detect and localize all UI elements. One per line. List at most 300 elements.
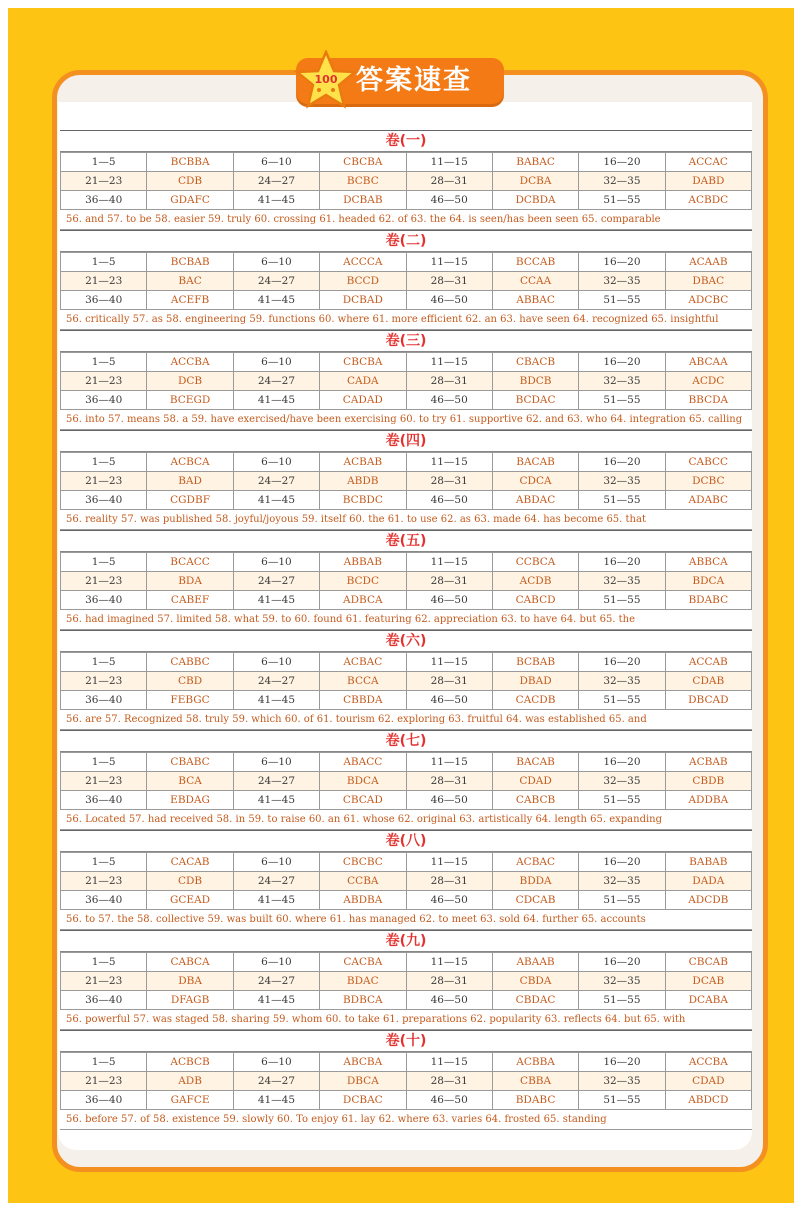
answer-key: BCDAC (492, 391, 578, 410)
answer-table (60, 352, 752, 410)
fill-in-answers: 56. had imagined 57. limited 58. what 59. to 60. found 61. featuring 62. appreciation 63. to have 64. but 65. the (60, 610, 752, 630)
answer-key: BCEGD (147, 391, 233, 410)
answer-key: CDAB (665, 672, 751, 691)
question-range: 11—15 (406, 653, 492, 672)
table-row (61, 653, 752, 672)
answer-key: BACAB (492, 453, 578, 472)
question-range: 21—23 (61, 572, 147, 591)
question-range: 16—20 (579, 453, 665, 472)
question-range: 6—10 (233, 953, 319, 972)
answer-key: ACDB (492, 572, 578, 591)
question-range: 1—5 (61, 553, 147, 572)
answer-key: BACAB (492, 753, 578, 772)
answer-key: DCABA (665, 991, 751, 1010)
answer-key: CBCAB (665, 953, 751, 972)
question-range: 24—27 (233, 672, 319, 691)
answer-key: CACAB (147, 853, 233, 872)
section-title: 卷(二) (60, 230, 752, 252)
answer-key: BDBCA (320, 991, 406, 1010)
answer-key: CBDA (492, 972, 578, 991)
answer-key: BAC (147, 272, 233, 291)
answer-table (60, 152, 752, 210)
answer-key: BCCAB (492, 253, 578, 272)
question-range: 41—45 (233, 1091, 319, 1110)
answer-sheet (60, 130, 752, 1130)
question-range: 21—23 (61, 872, 147, 891)
answer-table (60, 652, 752, 710)
answer-key: ABDAC (492, 491, 578, 510)
answer-key: DBAD (492, 672, 578, 691)
answer-key: ACBBA (492, 1053, 578, 1072)
answer-key: CDCAB (492, 891, 578, 910)
question-range: 51—55 (579, 891, 665, 910)
answer-key: ACBAB (665, 753, 751, 772)
answer-key: CBDB (665, 772, 751, 791)
answer-table (60, 852, 752, 910)
question-range: 32—35 (579, 672, 665, 691)
question-range: 6—10 (233, 653, 319, 672)
fill-in-answers: 56. and 57. to be 58. easier 59. truly 60. crossing 61. headed 62. of 63. the 64. is seen/has been seen 65. comparable (60, 210, 752, 230)
question-range: 11—15 (406, 253, 492, 272)
question-range: 28—31 (406, 572, 492, 591)
question-range: 41—45 (233, 491, 319, 510)
fill-in-answers: 56. Located 57. had received 58. in 59. to raise 60. an 61. whose 62. original 63. artistically 64. length 65. expanding (60, 810, 752, 830)
question-range: 51—55 (579, 591, 665, 610)
answer-table (60, 1052, 752, 1110)
question-range: 6—10 (233, 853, 319, 872)
question-range: 32—35 (579, 172, 665, 191)
answer-key: EBDAG (147, 791, 233, 810)
answer-key: BDCA (320, 772, 406, 791)
table-row (61, 991, 752, 1010)
question-range: 16—20 (579, 1053, 665, 1072)
answer-key: BCBDC (320, 491, 406, 510)
answer-key: ADB (147, 1072, 233, 1091)
star-label: 100 (314, 73, 338, 86)
question-range: 46—50 (406, 291, 492, 310)
question-range: 21—23 (61, 772, 147, 791)
question-range: 51—55 (579, 191, 665, 210)
question-range: 16—20 (579, 953, 665, 972)
question-range: 32—35 (579, 972, 665, 991)
answer-key: ADBCA (320, 591, 406, 610)
answer-key: DCAB (665, 972, 751, 991)
section-title: 卷(八) (60, 830, 752, 852)
question-range: 28—31 (406, 1072, 492, 1091)
question-range: 11—15 (406, 753, 492, 772)
table-row (61, 891, 752, 910)
table-row (61, 491, 752, 510)
section-title: 卷(六) (60, 630, 752, 652)
answer-key: BDDA (492, 872, 578, 891)
answer-key: BAD (147, 472, 233, 491)
answer-key: CACDB (492, 691, 578, 710)
answer-key: ABAAB (492, 953, 578, 972)
question-range: 41—45 (233, 991, 319, 1010)
answer-key: DCBDA (492, 191, 578, 210)
question-range: 24—27 (233, 372, 319, 391)
question-range: 32—35 (579, 472, 665, 491)
answer-key: DBA (147, 972, 233, 991)
answer-key: ACCBA (147, 353, 233, 372)
question-range: 51—55 (579, 291, 665, 310)
answer-key: CBCBA (320, 353, 406, 372)
question-range: 1—5 (61, 953, 147, 972)
page-title: 答案速查 (356, 65, 472, 96)
table-row (61, 972, 752, 991)
section-title: 卷(九) (60, 930, 752, 952)
answer-key: DABD (665, 172, 751, 191)
question-range: 6—10 (233, 1053, 319, 1072)
question-range: 51—55 (579, 791, 665, 810)
answer-key: ADABC (665, 491, 751, 510)
question-range: 32—35 (579, 1072, 665, 1091)
question-range: 24—27 (233, 472, 319, 491)
question-range: 6—10 (233, 453, 319, 472)
answer-key: ACEFB (147, 291, 233, 310)
table-row (61, 353, 752, 372)
answer-key: DCBC (665, 472, 751, 491)
question-range: 11—15 (406, 1053, 492, 1072)
question-range: 1—5 (61, 1053, 147, 1072)
answer-key: CADA (320, 372, 406, 391)
question-range: 28—31 (406, 772, 492, 791)
fill-in-answers: 56. before 57. of 58. existence 59. slowly 60. To enjoy 61. lay 62. where 63. varies 64. frosted 65. standing (60, 1110, 752, 1130)
question-range: 41—45 (233, 291, 319, 310)
question-range: 24—27 (233, 972, 319, 991)
table-row (61, 172, 752, 191)
answer-key: ACCAB (665, 653, 751, 672)
question-range: 46—50 (406, 791, 492, 810)
answer-key: CCBA (320, 872, 406, 891)
answer-key: BBCDA (665, 391, 751, 410)
answer-table (60, 452, 752, 510)
table-row (61, 253, 752, 272)
question-range: 41—45 (233, 191, 319, 210)
question-range: 24—27 (233, 172, 319, 191)
table-row (61, 791, 752, 810)
question-range: 24—27 (233, 272, 319, 291)
question-range: 1—5 (61, 253, 147, 272)
table-row (61, 153, 752, 172)
question-range: 1—5 (61, 853, 147, 872)
question-range: 36—40 (61, 491, 147, 510)
question-range: 41—45 (233, 791, 319, 810)
question-range: 1—5 (61, 153, 147, 172)
table-row (61, 953, 752, 972)
question-range: 28—31 (406, 172, 492, 191)
question-range: 16—20 (579, 853, 665, 872)
question-range: 46—50 (406, 491, 492, 510)
answer-key: BCACC (147, 553, 233, 572)
answer-key: ACBCA (147, 453, 233, 472)
question-range: 28—31 (406, 272, 492, 291)
question-range: 21—23 (61, 472, 147, 491)
answer-key: DBCAD (665, 691, 751, 710)
answer-key: BDAC (320, 972, 406, 991)
section-title: 卷(四) (60, 430, 752, 452)
answer-key: DCBAB (320, 191, 406, 210)
answer-key: ACBAC (492, 853, 578, 872)
question-range: 51—55 (579, 991, 665, 1010)
question-range: 6—10 (233, 353, 319, 372)
question-range: 32—35 (579, 572, 665, 591)
answer-key: ACBCB (147, 1053, 233, 1072)
table-row (61, 753, 752, 772)
answer-key: CDAD (665, 1072, 751, 1091)
answer-key: GDAFC (147, 191, 233, 210)
question-range: 36—40 (61, 591, 147, 610)
question-range: 46—50 (406, 191, 492, 210)
answer-key: GCEAD (147, 891, 233, 910)
answer-key: DBCA (320, 1072, 406, 1091)
section-title: 卷(五) (60, 530, 752, 552)
question-range: 16—20 (579, 553, 665, 572)
question-range: 21—23 (61, 272, 147, 291)
question-range: 46—50 (406, 1091, 492, 1110)
table-row (61, 1053, 752, 1072)
answer-key: CGDBF (147, 491, 233, 510)
fill-in-answers: 56. to 57. the 58. collective 59. was built 60. where 61. has managed 62. to meet 63. sold 64. further 65. accounts (60, 910, 752, 930)
answer-key: BDABC (665, 591, 751, 610)
answer-table (60, 952, 752, 1010)
answer-key: DBAC (665, 272, 751, 291)
fill-in-answers: 56. reality 57. was published 58. joyful/joyous 59. itself 60. the 61. to use 62. as 63. made 64. has become 65. that (60, 510, 752, 530)
question-range: 16—20 (579, 153, 665, 172)
section-title: 卷(一) (60, 130, 752, 152)
table-row (61, 1072, 752, 1091)
question-range: 11—15 (406, 353, 492, 372)
answer-key: CABCC (665, 453, 751, 472)
table-row (61, 1091, 752, 1110)
answer-key: DCBAC (320, 1091, 406, 1110)
answer-key: DADA (665, 872, 751, 891)
question-range: 28—31 (406, 972, 492, 991)
section-title: 卷(三) (60, 330, 752, 352)
question-range: 36—40 (61, 391, 147, 410)
question-range: 36—40 (61, 191, 147, 210)
question-range: 32—35 (579, 372, 665, 391)
table-row (61, 553, 752, 572)
answer-key: BABAB (665, 853, 751, 872)
answer-key: BCDC (320, 572, 406, 591)
answer-key: ACAAB (665, 253, 751, 272)
table-row (61, 191, 752, 210)
question-range: 51—55 (579, 491, 665, 510)
answer-key: CBBDA (320, 691, 406, 710)
answer-key: GAFCE (147, 1091, 233, 1110)
question-range: 16—20 (579, 653, 665, 672)
answer-key: ADCDB (665, 891, 751, 910)
answer-key: BCCA (320, 672, 406, 691)
table-row (61, 391, 752, 410)
table-row (61, 272, 752, 291)
question-range: 51—55 (579, 1091, 665, 1110)
question-range: 36—40 (61, 891, 147, 910)
question-range: 51—55 (579, 691, 665, 710)
answer-key: CABCB (492, 791, 578, 810)
answer-key: CCAA (492, 272, 578, 291)
answer-key: ACBDC (665, 191, 751, 210)
answer-key: DFAGB (147, 991, 233, 1010)
question-range: 28—31 (406, 372, 492, 391)
question-range: 36—40 (61, 1091, 147, 1110)
question-range: 11—15 (406, 453, 492, 472)
answer-key: DCB (147, 372, 233, 391)
answer-key: CBABC (147, 753, 233, 772)
fill-in-answers: 56. are 57. Recognized 58. truly 59. which 60. of 61. tourism 62. exploring 63. fruitful 64. was established 65. and (60, 710, 752, 730)
question-range: 24—27 (233, 872, 319, 891)
question-range: 41—45 (233, 391, 319, 410)
answer-key: ABDCD (665, 1091, 751, 1110)
question-range: 11—15 (406, 153, 492, 172)
answer-key: BCCD (320, 272, 406, 291)
question-range: 32—35 (579, 872, 665, 891)
question-range: 36—40 (61, 291, 147, 310)
table-row (61, 472, 752, 491)
answer-key: CADAD (320, 391, 406, 410)
answer-key: CABCD (492, 591, 578, 610)
answer-key: BCBC (320, 172, 406, 191)
question-range: 36—40 (61, 791, 147, 810)
answer-key: CBCAD (320, 791, 406, 810)
table-row (61, 572, 752, 591)
question-range: 16—20 (579, 253, 665, 272)
answer-key: CBD (147, 672, 233, 691)
answer-key: CBCBC (320, 853, 406, 872)
fill-in-answers: 56. into 57. means 58. a 59. have exercised/have been exercising 60. to try 61. supportive 62. and 63. who 64. integration 65. calling (60, 410, 752, 430)
question-range: 36—40 (61, 691, 147, 710)
table-row (61, 591, 752, 610)
question-range: 36—40 (61, 991, 147, 1010)
table-row (61, 453, 752, 472)
answer-key: DCBAD (320, 291, 406, 310)
answer-key: CDAD (492, 772, 578, 791)
question-range: 21—23 (61, 972, 147, 991)
section-title: 卷(十) (60, 1030, 752, 1052)
answer-key: BABAC (492, 153, 578, 172)
answer-key: CBBA (492, 1072, 578, 1091)
table-row (61, 853, 752, 872)
question-range: 32—35 (579, 772, 665, 791)
question-range: 1—5 (61, 753, 147, 772)
question-range: 6—10 (233, 553, 319, 572)
answer-table (60, 252, 752, 310)
answer-key: ACBAC (320, 653, 406, 672)
question-range: 28—31 (406, 872, 492, 891)
section-title: 卷(七) (60, 730, 752, 752)
answer-key: ABBAC (492, 291, 578, 310)
table-row (61, 291, 752, 310)
answer-key: BDCB (492, 372, 578, 391)
question-range: 6—10 (233, 253, 319, 272)
table-row (61, 372, 752, 391)
answer-key: CACBA (320, 953, 406, 972)
answer-key: CBACB (492, 353, 578, 372)
question-range: 11—15 (406, 853, 492, 872)
answer-key: ACCAC (665, 153, 751, 172)
answer-key: CBDAC (492, 991, 578, 1010)
answer-key: BDCA (665, 572, 751, 591)
answer-key: CCBCA (492, 553, 578, 572)
answer-key: CABEF (147, 591, 233, 610)
answer-key: CABCA (147, 953, 233, 972)
question-range: 41—45 (233, 591, 319, 610)
answer-key: ABACC (320, 753, 406, 772)
question-range: 32—35 (579, 272, 665, 291)
question-range: 51—55 (579, 391, 665, 410)
answer-key: CDB (147, 872, 233, 891)
question-range: 11—15 (406, 553, 492, 572)
answer-key: CDB (147, 172, 233, 191)
table-row (61, 691, 752, 710)
question-range: 46—50 (406, 391, 492, 410)
answer-key: ADDBA (665, 791, 751, 810)
question-range: 28—31 (406, 472, 492, 491)
question-range: 16—20 (579, 353, 665, 372)
answer-key: ACDC (665, 372, 751, 391)
answer-key: CABBC (147, 653, 233, 672)
answer-table (60, 552, 752, 610)
question-range: 46—50 (406, 991, 492, 1010)
question-range: 41—45 (233, 691, 319, 710)
answer-key: BDABC (492, 1091, 578, 1110)
answer-key: BCBAB (492, 653, 578, 672)
question-range: 46—50 (406, 591, 492, 610)
fill-in-answers: 56. critically 57. as 58. engineering 59. functions 60. where 61. more efficient 62. an 63. have seen 64. recognized 65. insightful (60, 310, 752, 330)
fill-in-answers: 56. powerful 57. was staged 58. sharing 59. whom 60. to take 61. preparations 62. popularity 63. reflects 64. but 65. with (60, 1010, 752, 1030)
question-range: 24—27 (233, 772, 319, 791)
answer-table (60, 752, 752, 810)
answer-key: BCBBA (147, 153, 233, 172)
question-range: 6—10 (233, 153, 319, 172)
answer-key: ACCCA (320, 253, 406, 272)
answer-key: ABDBA (320, 891, 406, 910)
answer-key: CBCBA (320, 153, 406, 172)
answer-key: ABCAA (665, 353, 751, 372)
answer-key: ACBAB (320, 453, 406, 472)
table-row (61, 872, 752, 891)
question-range: 1—5 (61, 653, 147, 672)
answer-key: ABDB (320, 472, 406, 491)
answer-key: ADCBC (665, 291, 751, 310)
question-range: 21—23 (61, 372, 147, 391)
question-range: 46—50 (406, 691, 492, 710)
table-row (61, 772, 752, 791)
answer-key: ABCBA (320, 1053, 406, 1072)
answer-key: BCA (147, 772, 233, 791)
answer-key: DCBA (492, 172, 578, 191)
answer-key: ABBAB (320, 553, 406, 572)
question-range: 41—45 (233, 891, 319, 910)
answer-key: BDA (147, 572, 233, 591)
answer-key: ACCBA (665, 1053, 751, 1072)
question-range: 28—31 (406, 672, 492, 691)
question-range: 21—23 (61, 1072, 147, 1091)
answer-key: FEBGC (147, 691, 233, 710)
question-range: 46—50 (406, 891, 492, 910)
question-range: 1—5 (61, 353, 147, 372)
answer-key: BCBAB (147, 253, 233, 272)
answer-key: CDCA (492, 472, 578, 491)
question-range: 11—15 (406, 953, 492, 972)
question-range: 16—20 (579, 753, 665, 772)
question-range: 24—27 (233, 572, 319, 591)
question-range: 6—10 (233, 753, 319, 772)
question-range: 24—27 (233, 1072, 319, 1091)
question-range: 21—23 (61, 672, 147, 691)
table-row (61, 672, 752, 691)
